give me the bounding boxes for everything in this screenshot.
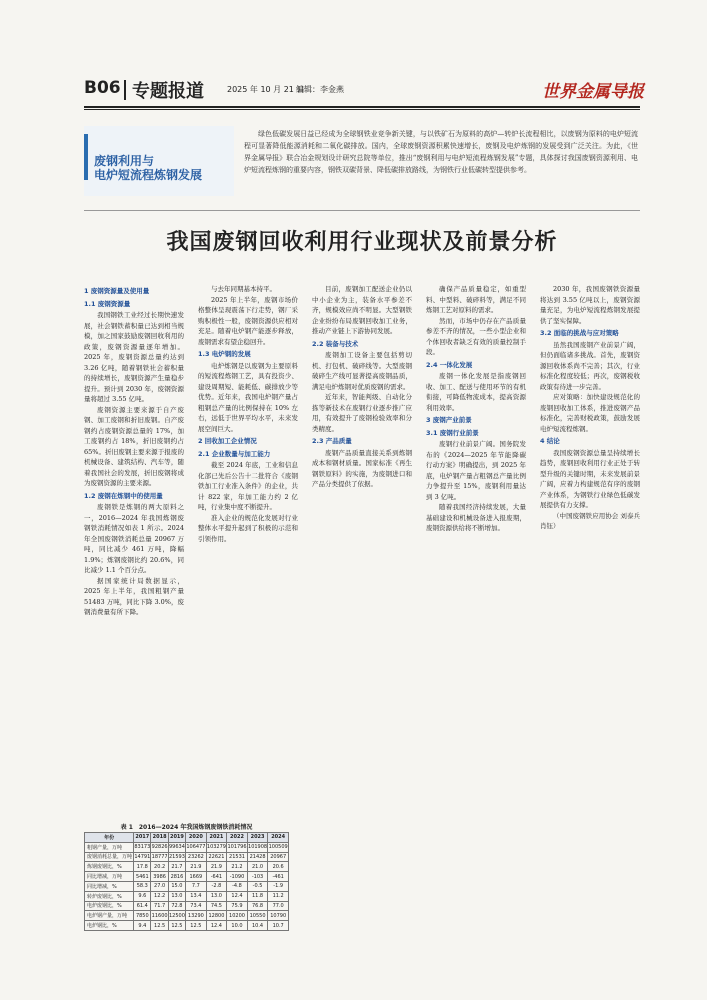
table-cell: 13.4 bbox=[186, 891, 207, 901]
page-header bbox=[84, 76, 644, 104]
table-cell: 103279 bbox=[206, 844, 226, 851]
paragraph: 电炉炼钢是以废钢为主要原料的短流程炼钢工艺，具有投资少、建设周期短、能耗低、碳排放少等优势。近年来，我国电炉钢产量占粗钢总产量的比例保持在 10% 左右，远低于世界平均水平，未来发展空间巨大。 bbox=[198, 361, 298, 433]
table-row bbox=[85, 921, 289, 931]
table-cell: 12800 bbox=[206, 911, 227, 921]
table-cell: 10.0 bbox=[227, 921, 248, 931]
table-cell: 电炉钢比，% bbox=[85, 921, 134, 931]
table-cell: 10790 bbox=[268, 911, 289, 921]
banner-title-line1: 废钢利用与 bbox=[94, 154, 155, 168]
table-cell: 20.2 bbox=[151, 862, 168, 872]
banner-title-line2: 电炉短流程炼钢发展 bbox=[94, 168, 203, 182]
table-cell: 12.5 bbox=[168, 921, 185, 931]
section-heading: 3.2 面临的挑战与应对策略 bbox=[540, 329, 619, 337]
table-cell: 21.7 bbox=[168, 862, 185, 872]
section-heading: 1 废钢资源量及使用量 bbox=[84, 287, 150, 295]
table-cell: -641 bbox=[206, 872, 227, 882]
table-cell: 10200 bbox=[227, 911, 248, 921]
paragraph: 随着我国经济持续发展，大量基础建设和机械设备进入报废期，废钢资源供给将不断增加。 bbox=[426, 503, 526, 532]
table-cell: 废钢消耗总量，万吨 bbox=[85, 852, 134, 862]
article-column-5 bbox=[540, 284, 640, 954]
table-cell: 11600 bbox=[151, 912, 168, 919]
table-cell: 71.7 bbox=[151, 901, 168, 911]
table-cell: 7850 bbox=[134, 911, 151, 921]
table-cell: 21531 bbox=[227, 852, 248, 862]
paragraph: 近年来，智能判级、自动化分拣等新技术在废钢行业逐步推广应用，有效提升了废钢检验效率和分类精度。 bbox=[312, 393, 412, 433]
paragraph: 与去年同期基本持平。 bbox=[211, 285, 276, 293]
table-cell: 18777 bbox=[151, 853, 168, 860]
article-column-3 bbox=[312, 284, 412, 954]
paragraph: 我国钢铁工业经过长期快速发展，社会钢铁蓄积量已达到相当规模，加之国家鼓励废钢回收利用的政策，废钢资源量逐年增加。2025 年，废钢资源总量约达到 3.26 亿吨，随着钢铁社会蓄积量的持续增长，废钢资源产生量稳步提升。预计到 2030 年，废钢资源量将超过 3.55 亿吨。 bbox=[84, 311, 184, 403]
table-cell: 27.0 bbox=[151, 881, 168, 891]
table-caption: 表 1 2016—2024 年我国炼钢废钢铁消耗情况 bbox=[120, 824, 253, 831]
table-header-cell: 2018 bbox=[152, 834, 167, 841]
table-header-cell: 2017 bbox=[135, 834, 150, 841]
table-cell: 电炉钢产量，万吨 bbox=[85, 911, 134, 921]
section-heading: 2 回收加工企业情况 bbox=[198, 437, 257, 445]
paragraph: 废钢一体化发展是指废钢回收、加工、配送与使用环节的有机衔接，可降低物流成本，提高资源利用效率。 bbox=[426, 372, 526, 412]
paragraph: 废钢铁是炼钢的两大原料之一，2016—2024 年我国炼钢废钢铁消耗情况如表 1 所示。2024 年全国废钢铁消耗总量 20967 万吨，同比减少 461 万吨，降幅 1.9%；炼钢废钢比约 20.6%，同比减少 1.1 个百分点。 bbox=[84, 503, 184, 574]
table-cell: 106477 bbox=[186, 844, 206, 851]
table-cell: 12.5 bbox=[186, 921, 207, 931]
table-row bbox=[85, 911, 289, 921]
article-column-4 bbox=[426, 284, 526, 954]
section-heading: 1.2 废钢在炼钢中的使用量 bbox=[84, 491, 163, 500]
section-heading: 1.3 电炉钢的发展 bbox=[198, 350, 251, 358]
table-cell: 14791 bbox=[134, 853, 151, 860]
table-cell: 74.5 bbox=[206, 901, 227, 911]
section-heading: 2.2 装备与技术 bbox=[312, 339, 359, 348]
table-cell: 12.4 bbox=[227, 891, 248, 901]
section-heading: 2.4 一体化发展 bbox=[426, 360, 473, 369]
table-cell: 2816 bbox=[168, 872, 185, 882]
table-cell: 炼钢废钢比，% bbox=[85, 862, 134, 872]
table-cell: 20967 bbox=[268, 852, 289, 862]
article-column-1 bbox=[84, 284, 184, 814]
section-heading: 1.1 废钢资源量 bbox=[84, 299, 131, 308]
banner-rule bbox=[84, 210, 640, 211]
paragraph: 废钢行业前景广阔。国务院发布的《2024—2025 年节能降碳行动方案》明确提出，到 2025 年底，电炉钢产量占粗钢总产量比例力争提升至 15%，废钢利用量达到 3 亿吨。 bbox=[426, 440, 526, 501]
table-cell: 同比增减，% bbox=[85, 881, 134, 891]
table-cell: 76.8 bbox=[247, 901, 268, 911]
table-cell: 5461 bbox=[134, 872, 151, 882]
table-cell: -4.8 bbox=[227, 881, 248, 891]
table-cell: 58.3 bbox=[134, 881, 151, 891]
paragraph: 废钢加工设备主要包括剪切机、打包机、破碎线等。大型废钢破碎生产线可显著提高废钢品质，满足电炉炼钢对优质废钢的需求。 bbox=[312, 351, 412, 391]
topic-banner bbox=[84, 118, 640, 204]
table-cell: 同比增减，万吨 bbox=[85, 872, 134, 882]
table-row bbox=[85, 901, 289, 911]
table-cell: 13.0 bbox=[206, 891, 227, 901]
table-header-cell: 2019 bbox=[169, 834, 184, 841]
section-heading: 4 结论 bbox=[540, 437, 560, 445]
table-header-row bbox=[85, 833, 289, 843]
paragraph: 虽然我国废钢产业前景广阔，但仍面临诸多挑战。首先，废钢资源回收体系尚不完善；其次，行业标准化程度较低；再次，废钢税收政策有待进一步完善。 bbox=[540, 340, 640, 391]
paragraph: 然而，市场中仍存在产品质量参差不齐的情况，一些小型企业和个体回收者缺乏有效的质量控制手段。 bbox=[426, 316, 526, 356]
table-cell: 21.0 bbox=[247, 862, 268, 872]
table-cell: 72.8 bbox=[168, 901, 185, 911]
table-cell: 17.8 bbox=[134, 862, 151, 872]
table-body bbox=[85, 842, 289, 930]
table-cell: 22621 bbox=[206, 852, 227, 862]
table-header-cell: 2024 bbox=[268, 833, 289, 843]
table-cell: 10.4 bbox=[247, 921, 268, 931]
paragraph: 2025 年上半年，废钢市场价格整体呈现震荡下行走势，钢厂采购积极性一般，废钢资源供应相对充足。随着电炉钢产能逐步释放，废钢需求有望企稳回升。 bbox=[198, 295, 298, 346]
table-cell: 12.4 bbox=[206, 921, 227, 931]
table-cell: 10550 bbox=[247, 911, 268, 921]
table-header-cell: 2022 bbox=[227, 833, 248, 843]
table-cell: 100509 bbox=[268, 844, 288, 851]
table-cell: 77.0 bbox=[268, 901, 289, 911]
scrap-consumption-table bbox=[84, 832, 289, 931]
paragraph: 准入企业的规范化发展对行业整体水平提升起到了积极的示范和引领作用。 bbox=[198, 513, 298, 543]
table-cell: 92826 bbox=[151, 844, 168, 851]
section-heading: 3.1 废钢行业前景 bbox=[426, 428, 479, 437]
table-cell: -2.8 bbox=[206, 881, 227, 891]
table-cell: 83173 bbox=[134, 844, 151, 851]
header-rule bbox=[84, 106, 640, 108]
table-cell: 101796 bbox=[227, 844, 247, 851]
issue-date: 2025 年 10 月 21 日 bbox=[227, 85, 305, 94]
section-heading: 2.1 企业数量与加工能力 bbox=[198, 449, 271, 458]
table-cell: 12.5 bbox=[151, 921, 168, 931]
paragraph: 应对策略：加快建设规范化的废钢回收加工体系，推进废钢产品标准化，完善财税政策，鼓励发展电炉短流程炼钢。 bbox=[540, 393, 640, 433]
paragraph: 目前，废钢加工配送企业仍以中小企业为主，装备水平参差不齐，规模效应尚不明显。大型钢铁企业纷纷布局废钢回收加工业务，推动产业链上下游协同发展。 bbox=[312, 285, 412, 335]
paragraph: 我国废钢资源总量呈持续增长趋势，废钢回收利用行业正处于转型升级的关键时期，未来发展前景广阔，应着力构建规范有序的废钢产业体系，为钢铁行业绿色低碳发展提供有力支撑。 bbox=[540, 448, 640, 509]
table-header-cell: 2023 bbox=[247, 833, 268, 843]
table-cell: 21428 bbox=[247, 852, 268, 862]
newspaper-logo: 世界金属导报 bbox=[542, 82, 644, 102]
paragraph: 废钢资源主要来源于自产废钢、加工废钢和折旧废钢。自产废钢约占废钢资源总量的 17%，加工废钢约占 18%，折旧废钢约占 65%。折旧废钢主要来源于报废的机械设备、建筑结构、汽车等，随着我国社会的发展，折旧废钢将成为废钢资源的主要来源。 bbox=[84, 405, 184, 487]
table-cell: 11.2 bbox=[268, 891, 289, 901]
paragraph: 确保产品质量稳定，如重型料、中型料、破碎料等，满足不同炼钢工艺对原料的需求。 bbox=[426, 285, 526, 314]
table-row bbox=[85, 862, 289, 872]
section-title: 专题报道 bbox=[132, 81, 204, 102]
banner-title bbox=[94, 154, 234, 182]
table-row bbox=[85, 872, 289, 882]
paragraph: 截至 2024 年底，工业和信息化部已先后公告十二批符合《废钢铁加工行业准入条件》的企业，共计 822 家，年加工能力约 2 亿吨，行业集中度不断提升。 bbox=[198, 461, 298, 511]
table-header-cell: 2021 bbox=[206, 833, 227, 843]
page-code: B06 bbox=[84, 78, 121, 98]
table-cell: 73.4 bbox=[186, 901, 207, 911]
table-cell: 21.9 bbox=[206, 862, 227, 872]
paragraph: 废钢产品质量直接关系到炼钢成本和钢材质量。国家标准《再生钢铁原料》的实施，为废钢进口和产品分类提供了依据。 bbox=[312, 448, 412, 488]
table-cell: 15.0 bbox=[168, 881, 185, 891]
article-column-2 bbox=[198, 284, 298, 814]
table-cell: 9.6 bbox=[134, 891, 151, 901]
table-cell: 23262 bbox=[186, 852, 207, 862]
table-cell: 7.7 bbox=[186, 881, 207, 891]
table-cell: -0.5 bbox=[247, 881, 268, 891]
table-cell: 21.2 bbox=[227, 862, 248, 872]
paragraph: 据国家统计局数据显示，2025 年上半年，我国粗钢产量 51483 万吨，同比下降 3.0%，废钢消费量有所下降。 bbox=[84, 576, 184, 616]
paragraph: （中国废钢铁应用协会 刘泰兵 肖钰） bbox=[540, 511, 640, 530]
table-cell: 10.7 bbox=[268, 921, 289, 931]
table-cell: -1090 bbox=[227, 872, 248, 882]
table-cell: 3986 bbox=[151, 872, 168, 882]
table-row bbox=[85, 891, 289, 901]
table-row bbox=[85, 881, 289, 891]
section-heading: 2.3 产品质量 bbox=[312, 437, 352, 445]
table-cell: 75.9 bbox=[227, 901, 248, 911]
editor-credit: 编辑：李金燕 bbox=[296, 85, 344, 94]
table-cell: 电炉废钢比，% bbox=[85, 901, 134, 911]
table-cell: 61.4 bbox=[134, 901, 151, 911]
table-cell: -1.9 bbox=[268, 881, 289, 891]
table-cell: 21593 bbox=[168, 853, 185, 860]
table-cell: 99634 bbox=[168, 844, 185, 851]
table-row bbox=[85, 852, 289, 862]
table-row bbox=[85, 842, 289, 852]
table-header-cell: 年份 bbox=[85, 833, 134, 843]
table-cell: 粗钢产量，万吨 bbox=[85, 842, 134, 852]
table-cell: 12.2 bbox=[151, 891, 168, 901]
table-cell: 9.4 bbox=[134, 921, 151, 931]
header-divider bbox=[124, 80, 126, 100]
article-title: 我国废钢回收利用行业现状及前景分析 bbox=[166, 230, 558, 255]
table-cell: 13.0 bbox=[168, 891, 185, 901]
table-cell: 13290 bbox=[186, 911, 207, 921]
table-cell: -461 bbox=[268, 872, 289, 882]
banner-accent-bar bbox=[84, 134, 88, 180]
header-rule-thin bbox=[84, 109, 640, 110]
table-cell: 12500 bbox=[168, 912, 185, 919]
table-cell: -103 bbox=[247, 872, 268, 882]
table-cell: 21.9 bbox=[186, 862, 207, 872]
table-cell: 11.8 bbox=[247, 891, 268, 901]
section-heading: 3 废钢产业前景 bbox=[426, 416, 472, 424]
table-cell: 1669 bbox=[186, 872, 207, 882]
banner-intro: 绿色低碳发展日益已经成为全球钢铁业竞争新关键，与以铁矿石为原料的高炉—转炉长流程相比，以废钢为原料的电炉短流程可显著降低能源消耗和二氧化碳排放。国内，全球废钢资源积累快速增长，废钢及电炉炼钢的发展受到广泛关注。为此，《世界金属导报》联合冶金规划设计研究总院等单位，推出“废钢利用与电炉短流程炼钢发展”专题，具体探讨我国废钢资源利用、电炉短流程炼钢的重要内容，钢铁双碳背景、降低碳排放路线，为钢铁行业低碳转型提供参考。 bbox=[244, 130, 638, 174]
table-cell: 20.6 bbox=[268, 862, 289, 872]
table-cell: 转炉废钢比，% bbox=[85, 891, 134, 901]
table-cell: 101908 bbox=[248, 844, 268, 851]
table-header-cell: 2020 bbox=[186, 833, 207, 843]
paragraph: 2030 年，我国废钢铁资源量将达到 3.55 亿吨以上，废钢资源量充足，为电炉短流程炼钢发展提供了坚实保障。 bbox=[540, 285, 640, 325]
